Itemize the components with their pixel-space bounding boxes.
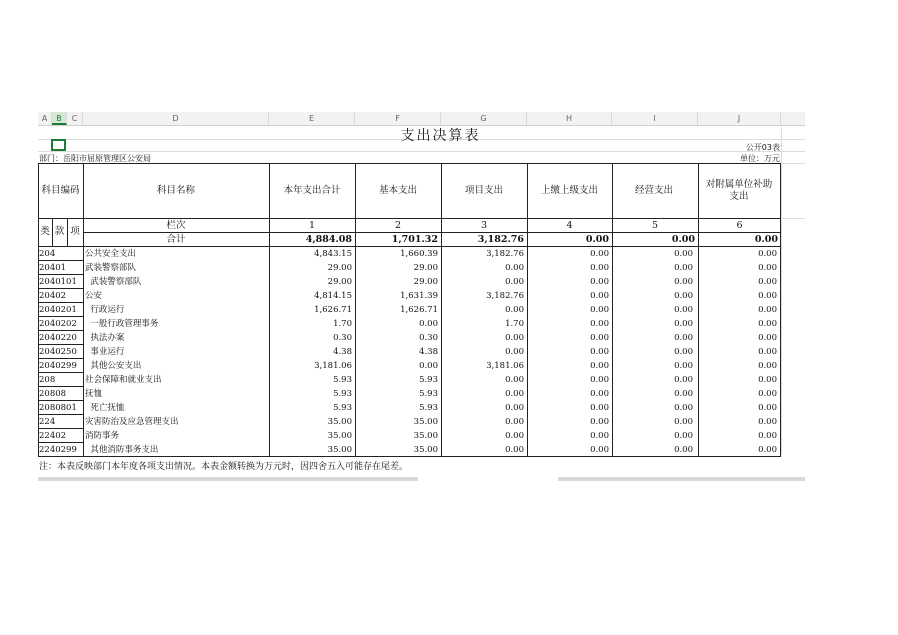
row-value: 0.00	[758, 347, 777, 357]
row-value: 0.00	[419, 361, 438, 371]
row-value: 4.38	[419, 347, 438, 357]
table-row	[38, 415, 781, 429]
header-upper: 上缴上级支出	[540, 185, 598, 196]
row-value: 0.00	[758, 375, 777, 385]
row-name: 灾害防治及应急管理支出	[85, 417, 179, 427]
table-row	[38, 443, 781, 457]
column-header-bar	[38, 112, 805, 126]
row-value: 0.00	[505, 333, 524, 343]
row-code: 208	[39, 375, 56, 385]
horizontal-scrollbar-right[interactable]	[558, 477, 805, 481]
row-code: 2040201	[39, 305, 77, 315]
row-value: 0.00	[590, 445, 609, 455]
row-value: 0.00	[590, 249, 609, 259]
row-code: 2040220	[39, 333, 77, 343]
column-letter-i[interactable]: I	[612, 112, 698, 125]
row-name: 抚恤	[85, 389, 103, 399]
row-value: 3,182.76	[486, 291, 524, 301]
table-row	[38, 317, 781, 331]
row-value: 0.00	[674, 291, 693, 301]
row-value: 0.00	[674, 263, 693, 273]
row-name: 行政运行	[85, 305, 125, 315]
row-value: 0.00	[505, 375, 524, 385]
row-value: 3,181.06	[314, 361, 352, 371]
column-number: 1	[308, 219, 316, 231]
table-row	[38, 401, 781, 415]
column-letter-g[interactable]: G	[441, 112, 527, 125]
row-value: 0.30	[419, 333, 438, 343]
row-name: 武装警察部队	[85, 277, 142, 287]
row-value: 0.00	[590, 263, 609, 273]
column-letter-c[interactable]: C	[67, 112, 83, 125]
column-letter-f[interactable]: F	[355, 112, 441, 125]
table-row	[38, 387, 781, 401]
row-value: 5.93	[333, 375, 352, 385]
header-lanci: 栏次	[166, 219, 186, 231]
header-project: 项目支出	[464, 185, 503, 196]
row-name: 一般行政管理事务	[85, 319, 159, 329]
row-value: 0.00	[505, 403, 524, 413]
row-code: 2040101	[39, 277, 77, 287]
unit-label: 单位：万元	[740, 154, 780, 163]
table-row	[38, 345, 781, 359]
row-value: 0.00	[758, 333, 777, 343]
row-name: 事业运行	[85, 347, 125, 357]
column-letter-b[interactable]: B	[52, 112, 67, 125]
header-heji: 合计	[166, 233, 186, 245]
row-code: 2040202	[39, 319, 77, 329]
row-value: 0.00	[590, 333, 609, 343]
row-value: 0.00	[505, 431, 524, 441]
row-value: 0.00	[590, 361, 609, 371]
row-value: 0.00	[674, 277, 693, 287]
total-value: 0.00	[754, 233, 778, 245]
row-value: 1.70	[505, 319, 524, 329]
table-row	[38, 429, 781, 443]
row-value: 0.00	[758, 403, 777, 413]
row-value: 0.00	[758, 277, 777, 287]
column-number: 3	[480, 219, 488, 231]
row-value: 0.00	[505, 417, 524, 427]
gridline	[781, 125, 782, 455]
row-value: 0.00	[674, 361, 693, 371]
row-value: 35.00	[413, 445, 438, 455]
row-value: 0.00	[590, 305, 609, 315]
row-code: 20402	[39, 291, 67, 301]
row-value: 0.00	[758, 263, 777, 273]
total-value: 0.00	[671, 233, 695, 245]
row-value: 1,660.39	[400, 249, 438, 259]
row-code: 22402	[39, 431, 67, 441]
row-value: 0.00	[590, 431, 609, 441]
row-name: 消防事务	[85, 431, 120, 441]
column-letter-e[interactable]: E	[269, 112, 355, 125]
row-value: 0.00	[758, 445, 777, 455]
row-value: 5.93	[419, 403, 438, 413]
row-value: 0.00	[505, 277, 524, 287]
form-number: 公开03表	[745, 143, 780, 152]
row-value: 4,814.15	[314, 291, 352, 301]
footnote: 注：本表反映部门本年度各项支出情况。本表金额转换为万元时，因四舍五入可能存在尾差。	[39, 462, 409, 472]
row-value: 0.00	[758, 389, 777, 399]
row-value: 0.00	[758, 319, 777, 329]
row-value: 0.00	[419, 319, 438, 329]
row-value: 0.00	[758, 361, 777, 371]
row-value: 0.00	[505, 389, 524, 399]
row-value: 29.00	[413, 277, 438, 287]
table-row	[38, 289, 781, 303]
row-value: 0.00	[590, 347, 609, 357]
row-value: 35.00	[327, 417, 352, 427]
row-code: 2240299	[39, 445, 77, 455]
header-total: 本年支出合计	[283, 185, 341, 196]
row-value: 1,626.71	[314, 305, 352, 315]
row-value: 0.00	[674, 347, 693, 357]
row-value: 0.00	[674, 333, 693, 343]
gridline	[38, 151, 805, 152]
header-code: 科目编码	[41, 185, 80, 196]
row-value: 0.00	[674, 305, 693, 315]
row-value: 0.00	[758, 291, 777, 301]
row-value: 5.93	[419, 375, 438, 385]
row-value: 0.00	[590, 375, 609, 385]
selected-cell[interactable]	[51, 139, 66, 151]
row-value: 0.00	[674, 417, 693, 427]
row-value: 1,631.39	[400, 291, 438, 301]
table-row	[38, 261, 781, 275]
row-value: 35.00	[327, 445, 352, 455]
column-number: 2	[394, 219, 402, 231]
row-value: 35.00	[413, 431, 438, 441]
table-row	[38, 275, 781, 289]
row-value: 0.00	[674, 431, 693, 441]
total-value: 0.00	[585, 233, 609, 245]
table-row	[38, 359, 781, 373]
column-number: 5	[651, 219, 659, 231]
total-value: 4,884.08	[305, 233, 352, 245]
row-value: 1.70	[333, 319, 352, 329]
row-value: 3,181.06	[486, 361, 524, 371]
row-code: 20401	[39, 263, 67, 273]
row-value: 29.00	[413, 263, 438, 273]
row-code: 2080801	[39, 403, 77, 413]
row-value: 0.00	[590, 319, 609, 329]
row-value: 0.30	[333, 333, 352, 343]
row-value: 5.93	[333, 389, 352, 399]
department-label: 部门：岳阳市屈原管理区公安局	[39, 154, 151, 163]
header-xiang: 项	[70, 226, 80, 237]
table-row	[38, 303, 781, 317]
row-value: 0.00	[758, 431, 777, 441]
row-name: 死亡抚恤	[85, 403, 125, 413]
header-business: 经营支出	[634, 185, 673, 196]
row-value: 35.00	[327, 431, 352, 441]
row-value: 0.00	[590, 291, 609, 301]
row-value: 4,843.15	[314, 249, 352, 259]
row-value: 0.00	[590, 417, 609, 427]
row-name: 执法办案	[85, 333, 125, 343]
total-value: 1,701.32	[391, 233, 438, 245]
row-value: 0.00	[674, 403, 693, 413]
header-lei: 类	[40, 226, 50, 237]
horizontal-scrollbar[interactable]	[38, 477, 418, 481]
row-name: 武装警察部队	[85, 263, 137, 273]
row-value: 0.00	[505, 347, 524, 357]
row-value: 29.00	[327, 263, 352, 273]
row-value: 0.00	[674, 445, 693, 455]
gridline	[781, 163, 805, 164]
row-value: 0.00	[505, 445, 524, 455]
row-value: 0.00	[590, 277, 609, 287]
gridline	[781, 218, 805, 219]
row-code: 204	[39, 249, 56, 259]
row-value: 0.00	[590, 389, 609, 399]
row-value: 0.00	[758, 417, 777, 427]
row-value: 0.00	[505, 263, 524, 273]
row-value: 0.00	[590, 403, 609, 413]
row-code: 2040299	[39, 361, 77, 371]
row-name: 公共安全支出	[85, 249, 137, 259]
row-value: 3,182.76	[486, 249, 524, 259]
row-name: 其他公安支出	[85, 361, 142, 371]
column-letter-d[interactable]: D	[83, 112, 269, 125]
table-row	[38, 247, 781, 261]
column-number: 4	[566, 219, 573, 231]
table-row	[38, 331, 781, 345]
column-letter-a[interactable]: A	[38, 112, 52, 125]
row-code: 224	[39, 417, 56, 427]
row-value: 0.00	[505, 305, 524, 315]
row-name: 社会保障和就业支出	[85, 375, 162, 385]
header-name: 科目名称	[156, 185, 195, 196]
row-value: 0.00	[674, 319, 693, 329]
row-value: 5.93	[419, 389, 438, 399]
row-value: 0.00	[758, 305, 777, 315]
column-letter-j[interactable]: J	[698, 112, 781, 125]
table-row	[38, 373, 781, 387]
row-code: 2040250	[39, 347, 77, 357]
row-code: 20808	[39, 389, 67, 399]
row-value: 0.00	[758, 249, 777, 259]
header-kuan: 款	[54, 226, 65, 237]
row-name: 其他消防事务支出	[85, 445, 159, 455]
column-number: 6	[736, 219, 743, 231]
column-letter-h[interactable]: H	[527, 112, 612, 125]
row-value: 4.38	[333, 347, 352, 357]
header-subsidy: 对附属单位补助支出	[705, 179, 773, 202]
row-value: 1,626.71	[400, 305, 438, 315]
row-value: 29.00	[327, 277, 352, 287]
row-value: 35.00	[413, 417, 438, 427]
total-value: 3,182.76	[477, 233, 524, 245]
page-title: 支出决算表	[400, 128, 481, 144]
header-basic: 基本支出	[378, 185, 417, 196]
row-name: 公安	[85, 291, 103, 301]
row-value: 0.00	[674, 249, 693, 259]
row-value: 0.00	[674, 375, 693, 385]
row-value: 0.00	[674, 389, 693, 399]
row-value: 5.93	[333, 403, 352, 413]
